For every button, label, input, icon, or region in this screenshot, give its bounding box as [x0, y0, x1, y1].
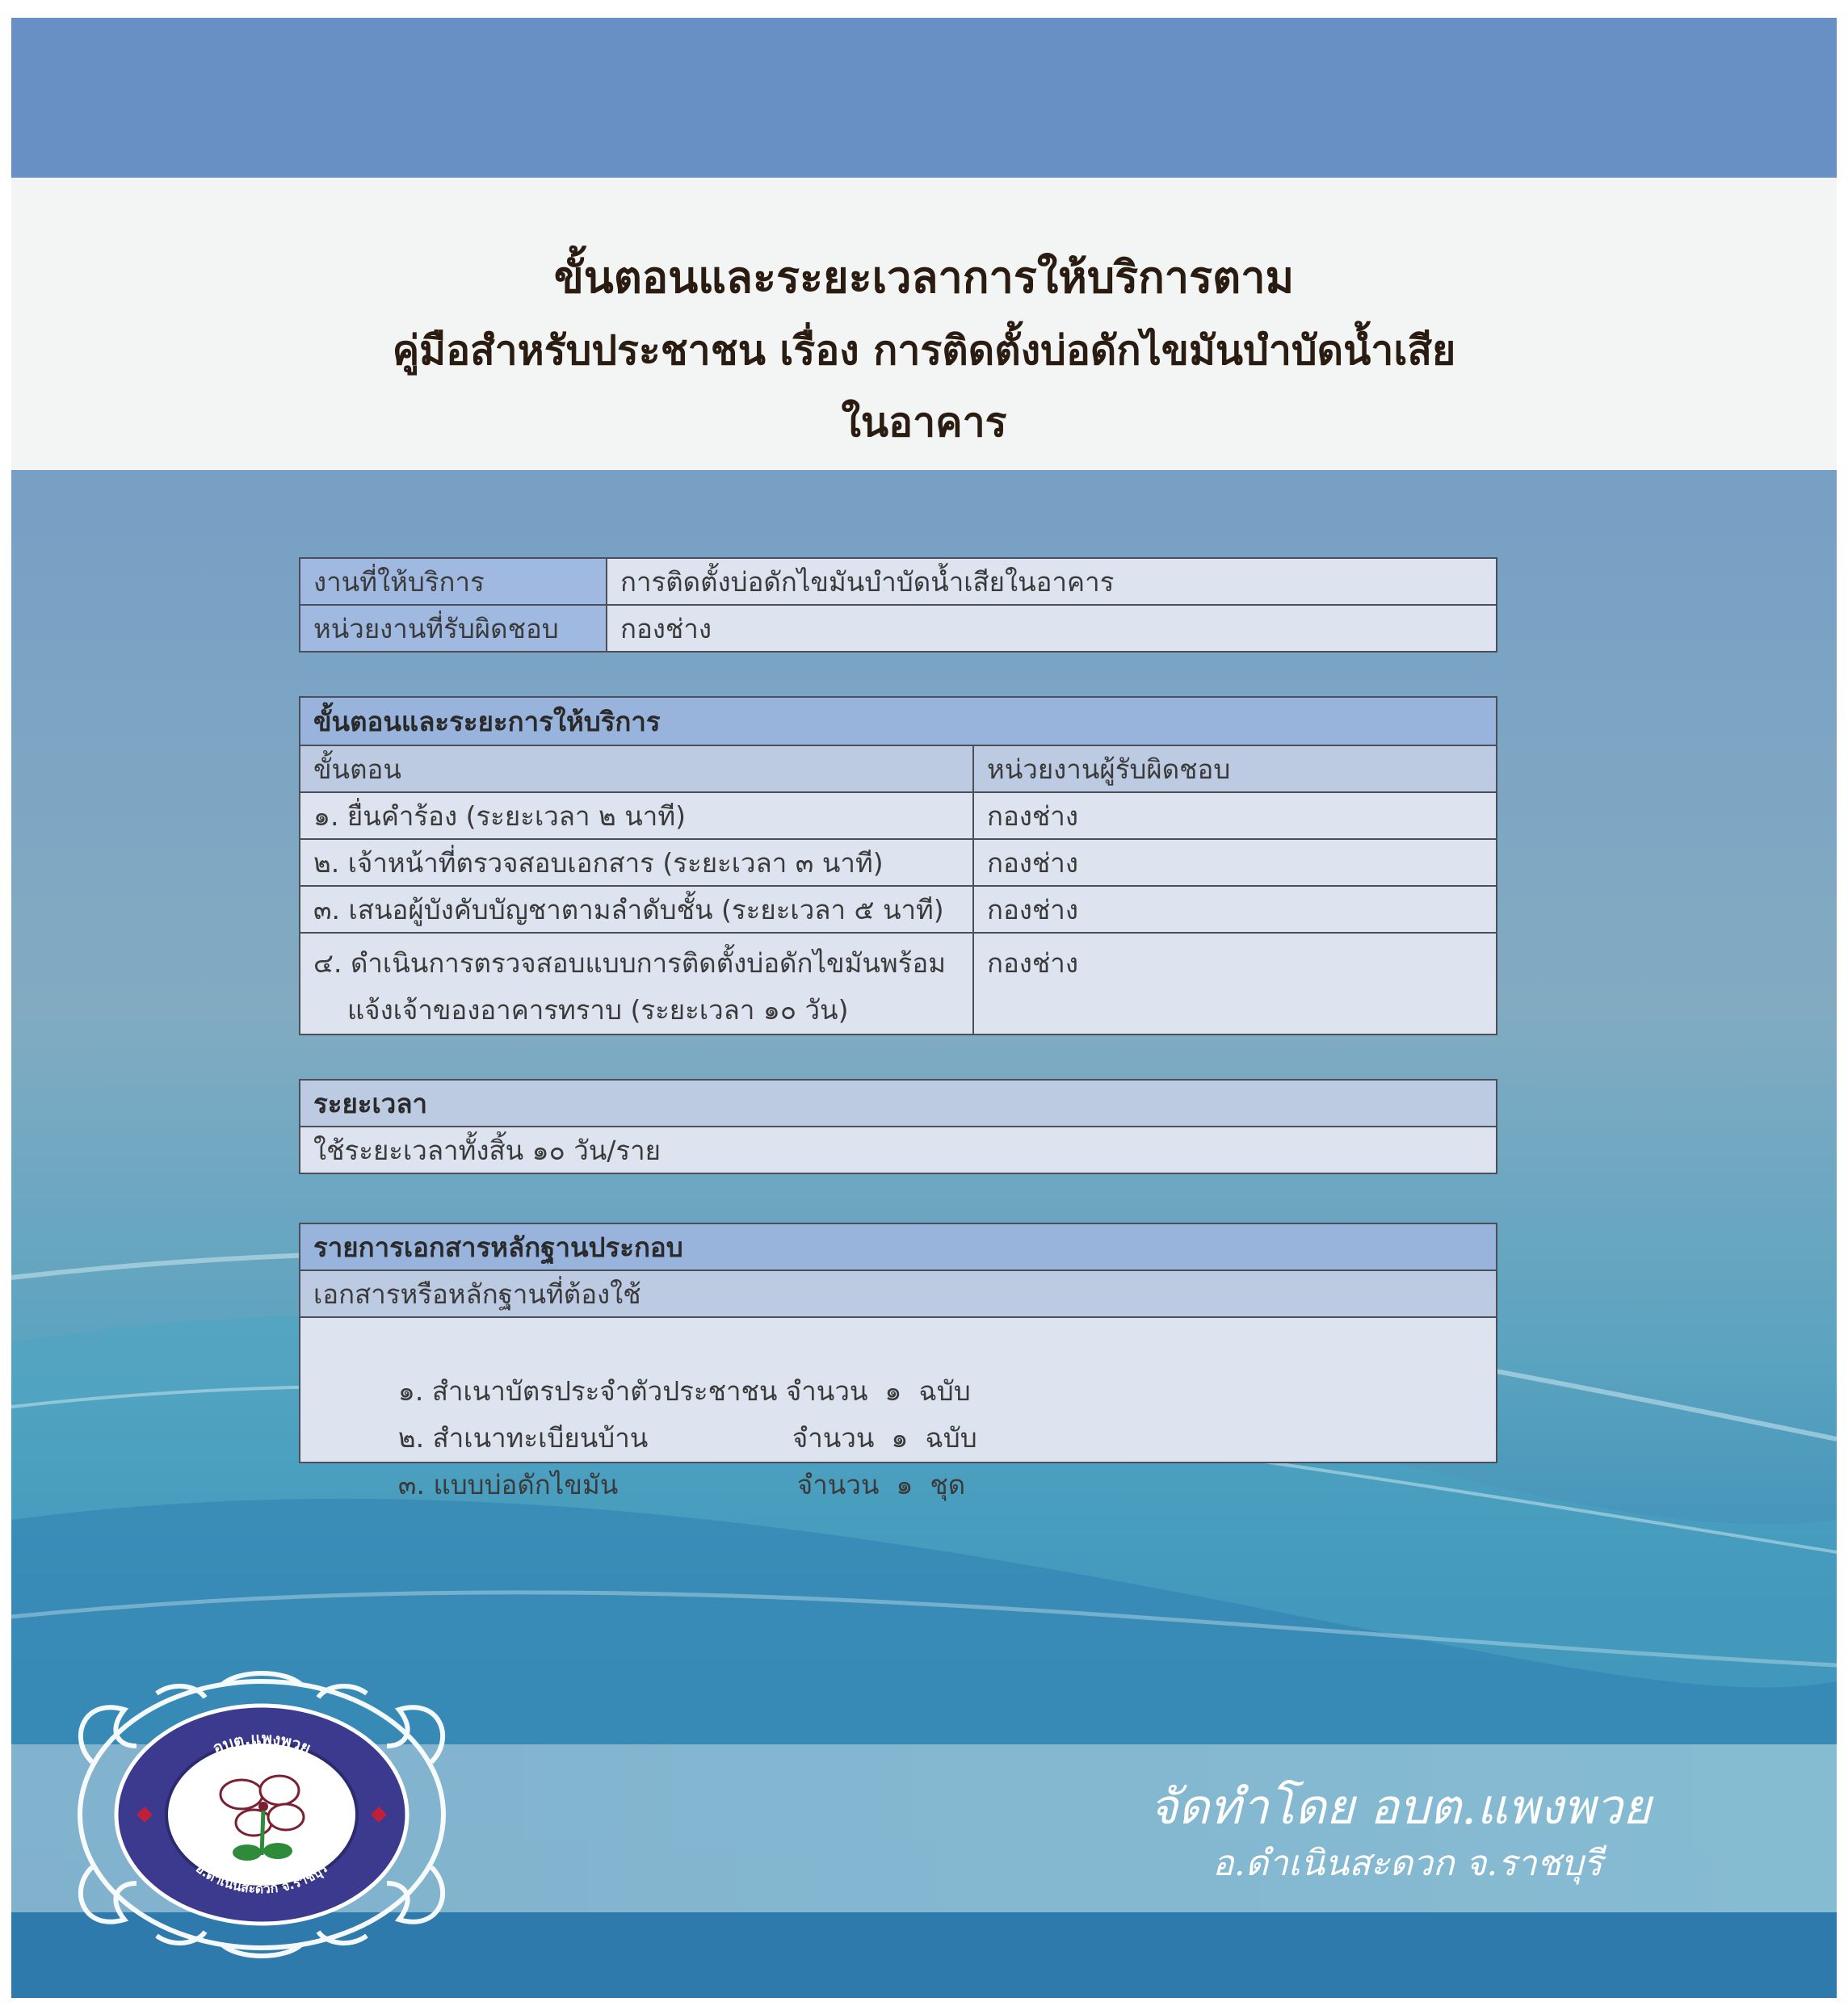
document-qty-1: จำนวน ๑ ฉบับ	[785, 1375, 971, 1407]
document-name-2: ๒. สำเนาทะเบียนบ้าน	[397, 1422, 649, 1454]
step-row-4-line2: แจ้งเจ้าของอาคารทราบ (ระยะเวลา ๑๐ วัน)	[347, 994, 849, 1026]
documents-list	[300, 1317, 1497, 1500]
document-name-1: ๑. สำเนาบัตรประจำตัวประชาชน	[397, 1375, 778, 1407]
steps-table	[299, 696, 1497, 1035]
step-row-4	[300, 933, 973, 1034]
documents-header: รายการเอกสารหลักฐานประกอบ	[300, 1223, 1497, 1270]
documents-table	[299, 1223, 1497, 1500]
service-value: การติดตั้งบ่อดักไขมันบำบัดน้ำเสียในอาคาร	[607, 558, 1497, 605]
logo-bottom-text: อ.ดำเนินสะดวก จ.ราชบุรี	[193, 1860, 330, 1897]
page	[11, 18, 1837, 1998]
step-row-4-line1: ๔. ดำเนินการตรวจสอบแบบการติดตั้งบ่อดักไขมันพร้อม	[313, 947, 946, 979]
agency-label: หน่วยงานที่รับผิดชอบ	[300, 605, 607, 652]
duration-value: ใช้ระยะเวลาทั้งสิ้น ๑๐ วัน/ราย	[300, 1127, 1497, 1173]
organization-logo	[60, 1665, 464, 1964]
documents-subheader: เอกสารหรือหลักฐานที่ต้องใช้	[300, 1270, 1497, 1317]
duration-header: ระยะเวลา	[300, 1080, 1497, 1127]
step-agency-2: กองช่าง	[973, 839, 1497, 886]
agency-value: กองช่าง	[607, 605, 1497, 652]
step-agency-3: กองช่าง	[973, 886, 1497, 933]
steps-header: ขั้นตอนและระยะการให้บริการ	[300, 697, 1497, 745]
duration-table	[299, 1079, 1497, 1174]
step-row-1: ๑. ยื่นคำร้อง (ระยะเวลา ๒ นาที)	[300, 792, 973, 839]
steps-col-step: ขั้นตอน	[300, 745, 973, 792]
service-info-table	[299, 557, 1497, 653]
document-qty-2: จำนวน ๑ ฉบับ	[792, 1422, 977, 1454]
logo-top-text: อบต.แพงพวย	[209, 1728, 314, 1758]
page-title-line1: ขั้นตอนและระยะเวลาการให้บริการตาม	[553, 252, 1295, 303]
page-title-line3: ในอาคาร	[841, 399, 1007, 446]
document-name-3: ๓. แบบบ่อดักไขมัน	[397, 1469, 619, 1500]
step-row-2: ๒. เจ้าหน้าที่ตรวจสอบเอกสาร (ระยะเวลา ๓ นาที)	[300, 839, 973, 886]
document-item-1	[313, 1321, 1483, 1407]
credit-line2: อ.ดำเนินสะดวก จ.ราชบุรี	[1212, 1843, 1602, 1884]
service-label: งานที่ให้บริการ	[300, 558, 607, 605]
page-title-line2: คู่มือสำหรับประชาชน เรื่อง การติดตั้งบ่อดักไขมันบำบัดน้ำเสีย	[392, 327, 1456, 374]
document-qty-3: จำนวน ๑ ชุด	[796, 1469, 966, 1500]
step-agency-1: กองช่าง	[973, 792, 1497, 839]
step-agency-4: กองช่าง	[973, 933, 1497, 1034]
credit-line1: จัดทำโดย อบต.แพงพวย	[1149, 1779, 1651, 1836]
step-row-3: ๓. เสนอผู้บังคับบัญชาตามลำดับชั้น (ระยะเวลา ๕ นาที)	[300, 886, 973, 933]
steps-col-agency: หน่วยงานผู้รับผิดชอบ	[973, 745, 1497, 792]
